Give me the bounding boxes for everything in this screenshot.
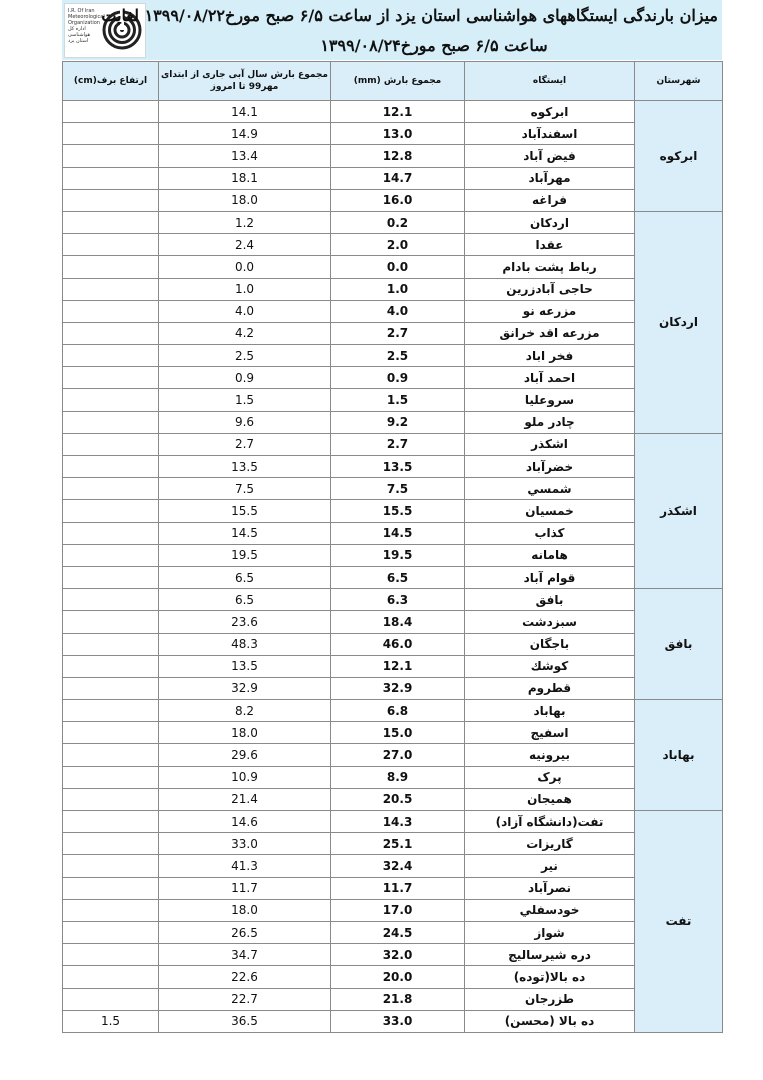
rainfall-mm-cell: 27.0	[331, 744, 465, 766]
season-total-cell: 10.9	[159, 766, 331, 788]
rainfall-mm-cell: 17.0	[331, 899, 465, 921]
station-name-cell: نصرآباد	[465, 877, 635, 899]
table-row	[63, 145, 723, 167]
season-total-cell: 32.9	[159, 677, 331, 699]
snow-depth-cell	[63, 833, 159, 855]
snow-depth-cell	[63, 256, 159, 278]
rainfall-mm-cell: 20.5	[331, 788, 465, 810]
rainfall-mm-cell: 6.8	[331, 700, 465, 722]
table-row	[63, 411, 723, 433]
rainfall-mm-cell: 2.0	[331, 234, 465, 256]
table-row	[63, 589, 723, 611]
logo-caption: I.R. Of Iran Meteorological Organization اداره کل هواشناسی استان یزد	[68, 8, 105, 44]
station-name-cell: بهاباد	[465, 700, 635, 722]
rainfall-mm-cell: 15.0	[331, 722, 465, 744]
station-name-cell: اشکذر	[465, 433, 635, 455]
station-name-cell: عقدا	[465, 234, 635, 256]
table-row	[63, 123, 723, 145]
snow-depth-cell	[63, 522, 159, 544]
rainfall-mm-cell: 13.0	[331, 123, 465, 145]
table-row	[63, 766, 723, 788]
station-name-cell: باجگان	[465, 633, 635, 655]
snow-depth-cell	[63, 921, 159, 943]
season-total-cell: 0.0	[159, 256, 331, 278]
rainfall-mm-cell: 14.7	[331, 167, 465, 189]
snow-depth-cell	[63, 655, 159, 677]
rainfall-mm-cell: 11.7	[331, 877, 465, 899]
county-name-cell: بافق	[635, 589, 723, 700]
season-total-cell: 0.9	[159, 367, 331, 389]
station-name-cell: سبزدشت	[465, 611, 635, 633]
table-row	[63, 566, 723, 588]
snow-depth-cell	[63, 544, 159, 566]
snow-depth-cell	[63, 611, 159, 633]
station-name-cell: بيرونيه	[465, 744, 635, 766]
table-row	[63, 700, 723, 722]
season-total-cell: 18.0	[159, 722, 331, 744]
table-row	[63, 744, 723, 766]
snow-depth-cell	[63, 411, 159, 433]
station-name-cell: فخر اباد	[465, 345, 635, 367]
table-row	[63, 234, 723, 256]
county-name-cell: اردکان	[635, 211, 723, 433]
snow-depth-cell	[63, 722, 159, 744]
station-name-cell: احمد آباد	[465, 367, 635, 389]
season-total-cell: 13.4	[159, 145, 331, 167]
table-row	[63, 899, 723, 921]
season-total-cell: 13.5	[159, 456, 331, 478]
column-header-rainfall-mm: مجموع بارش (mm)	[331, 62, 465, 101]
snow-depth-cell	[63, 322, 159, 344]
table-row	[63, 655, 723, 677]
season-total-cell: 2.7	[159, 433, 331, 455]
season-total-cell: 18.0	[159, 189, 331, 211]
station-name-cell: ابرکوه	[465, 101, 635, 123]
season-total-cell: 14.5	[159, 522, 331, 544]
rainfall-mm-cell: 12.1	[331, 101, 465, 123]
snow-depth-cell	[63, 189, 159, 211]
station-name-cell: قطروم	[465, 677, 635, 699]
snow-depth-cell	[63, 766, 159, 788]
rainfall-mm-cell: 18.4	[331, 611, 465, 633]
table-row	[63, 322, 723, 344]
snow-depth-cell	[63, 145, 159, 167]
rainfall-mm-cell: 12.8	[331, 145, 465, 167]
rainfall-mm-cell: 0.2	[331, 211, 465, 233]
snow-depth-cell	[63, 433, 159, 455]
table-row	[63, 544, 723, 566]
table-row	[63, 345, 723, 367]
season-total-cell: 9.6	[159, 411, 331, 433]
station-name-cell: نیر	[465, 855, 635, 877]
snow-depth-cell	[63, 788, 159, 810]
station-name-cell: پرک	[465, 766, 635, 788]
rainfall-mm-cell: 13.5	[331, 456, 465, 478]
season-total-cell: 1.2	[159, 211, 331, 233]
snow-depth-cell	[63, 278, 159, 300]
season-total-cell: 18.0	[159, 899, 331, 921]
snow-depth-cell	[63, 300, 159, 322]
station-name-cell: هامانه	[465, 544, 635, 566]
season-total-cell: 1.5	[159, 389, 331, 411]
station-name-cell: قوام آباد	[465, 566, 635, 588]
station-name-cell: اسفیج	[465, 722, 635, 744]
column-header-station: ایستگاه	[465, 62, 635, 101]
rainfall-mm-cell: 32.4	[331, 855, 465, 877]
station-name-cell: کوشك	[465, 655, 635, 677]
county-name-cell: اشکذر	[635, 433, 723, 588]
column-header-snow: ارتفاع برف(cm)	[63, 62, 159, 101]
season-total-cell: 18.1	[159, 167, 331, 189]
station-name-cell: خودسفلي	[465, 899, 635, 921]
rainfall-mm-cell: 15.5	[331, 500, 465, 522]
snow-depth-cell	[63, 589, 159, 611]
table-row	[63, 944, 723, 966]
table-row	[63, 211, 723, 233]
table-row	[63, 433, 723, 455]
station-name-cell: سروعليا	[465, 389, 635, 411]
table-row	[63, 677, 723, 699]
station-name-cell: مهرآباد	[465, 167, 635, 189]
season-total-cell: 33.0	[159, 833, 331, 855]
table-row	[63, 788, 723, 810]
station-name-cell: اردکان	[465, 211, 635, 233]
station-name-cell: شواز	[465, 921, 635, 943]
table-row	[63, 921, 723, 943]
table-row	[63, 478, 723, 500]
rainfall-mm-cell: 7.5	[331, 478, 465, 500]
table-row	[63, 256, 723, 278]
rainfall-mm-cell: 1.0	[331, 278, 465, 300]
table-row	[63, 611, 723, 633]
season-total-cell: 14.9	[159, 123, 331, 145]
snow-depth-cell	[63, 633, 159, 655]
station-name-cell: بافق	[465, 589, 635, 611]
snow-depth-cell	[63, 966, 159, 988]
season-total-cell: 22.6	[159, 966, 331, 988]
table-row	[63, 833, 723, 855]
rainfall-mm-cell: 25.1	[331, 833, 465, 855]
snow-depth-cell	[63, 988, 159, 1010]
station-name-cell: چادر ملو	[465, 411, 635, 433]
station-name-cell: مزرعه نو	[465, 300, 635, 322]
rainfall-mm-cell: 32.9	[331, 677, 465, 699]
season-total-cell: 14.6	[159, 811, 331, 833]
table-row	[63, 966, 723, 988]
snow-depth-cell	[63, 744, 159, 766]
rainfall-mm-cell: 0.0	[331, 256, 465, 278]
rainfall-table	[62, 61, 723, 1033]
rainfall-mm-cell: 2.7	[331, 433, 465, 455]
snow-depth-cell	[63, 700, 159, 722]
snow-depth-cell	[63, 566, 159, 588]
season-total-cell: 1.0	[159, 278, 331, 300]
rainfall-mm-cell: 33.0	[331, 1010, 465, 1032]
season-total-cell: 7.5	[159, 478, 331, 500]
report-title-line-2: ساعت ۶/۵ صبح مورخ۱۳۹۹/۰۸/۲۴	[320, 36, 548, 55]
table-row	[63, 101, 723, 123]
table-row	[63, 189, 723, 211]
season-total-cell: 34.7	[159, 944, 331, 966]
table-row	[63, 1010, 723, 1032]
snow-depth-cell	[63, 167, 159, 189]
season-total-cell: 8.2	[159, 700, 331, 722]
station-name-cell: شمسي	[465, 478, 635, 500]
column-header-season-total: مجموع بارش سال آبی جاری از ابتدای مهر99 تا امروز	[159, 62, 331, 101]
rainfall-mm-cell: 0.9	[331, 367, 465, 389]
rainfall-mm-cell: 19.5	[331, 544, 465, 566]
season-total-cell: 29.6	[159, 744, 331, 766]
table-row	[63, 300, 723, 322]
snow-depth-cell	[63, 101, 159, 123]
station-name-cell: گاريزات	[465, 833, 635, 855]
table-row	[63, 522, 723, 544]
station-name-cell: فیض آباد	[465, 145, 635, 167]
table-row	[63, 722, 723, 744]
snow-depth-cell	[63, 899, 159, 921]
rainfall-mm-cell: 4.0	[331, 300, 465, 322]
season-total-cell: 14.1	[159, 101, 331, 123]
season-total-cell: 21.4	[159, 788, 331, 810]
season-total-cell: 6.5	[159, 589, 331, 611]
snow-depth-cell	[63, 211, 159, 233]
station-name-cell: ده بالا (محسن)	[465, 1010, 635, 1032]
snow-depth-cell	[63, 677, 159, 699]
rainfall-mm-cell: 2.5	[331, 345, 465, 367]
snow-depth-cell	[63, 478, 159, 500]
table-row	[63, 811, 723, 833]
season-total-cell: 2.5	[159, 345, 331, 367]
report-title-line-1: میزان بارندگی ایستگاههای هواشناسی استان یزد از ساعت ۶/۵ صبح مورخ۱۳۹۹/۰۸/۲۲ لغایت	[101, 6, 718, 25]
table-header-row	[63, 62, 723, 101]
station-name-cell: مزرعه اقد خرانق	[465, 322, 635, 344]
rainfall-mm-cell: 24.5	[331, 921, 465, 943]
column-header-county: شهرستان	[635, 62, 723, 101]
rainfall-mm-cell: 1.5	[331, 389, 465, 411]
rainfall-mm-cell: 9.2	[331, 411, 465, 433]
table-row	[63, 855, 723, 877]
station-name-cell: کذاب	[465, 522, 635, 544]
station-name-cell: حاجی آبادزرین	[465, 278, 635, 300]
rainfall-mm-cell: 14.5	[331, 522, 465, 544]
snow-depth-cell	[63, 944, 159, 966]
snow-depth-cell	[63, 234, 159, 256]
snow-depth-cell	[63, 855, 159, 877]
station-name-cell: همیجان	[465, 788, 635, 810]
snow-depth-cell	[63, 877, 159, 899]
county-name-cell: بهاباد	[635, 700, 723, 811]
rainfall-mm-cell: 16.0	[331, 189, 465, 211]
table-row	[63, 877, 723, 899]
station-name-cell: دره شیرسالیج	[465, 944, 635, 966]
snow-depth-cell	[63, 456, 159, 478]
season-total-cell: 22.7	[159, 988, 331, 1010]
rainfall-mm-cell: 8.9	[331, 766, 465, 788]
station-name-cell: طزرجان	[465, 988, 635, 1010]
station-name-cell: خمسیان	[465, 500, 635, 522]
table-row	[63, 389, 723, 411]
table-row	[63, 633, 723, 655]
season-total-cell: 41.3	[159, 855, 331, 877]
snow-depth-cell	[63, 123, 159, 145]
season-total-cell: 2.4	[159, 234, 331, 256]
season-total-cell: 48.3	[159, 633, 331, 655]
rainfall-mm-cell: 12.1	[331, 655, 465, 677]
season-total-cell: 15.5	[159, 500, 331, 522]
rainfall-mm-cell: 6.5	[331, 566, 465, 588]
rainfall-mm-cell: 21.8	[331, 988, 465, 1010]
rainfall-mm-cell: 2.7	[331, 322, 465, 344]
rainfall-mm-cell: 46.0	[331, 633, 465, 655]
table-row	[63, 367, 723, 389]
season-total-cell: 26.5	[159, 921, 331, 943]
table-row	[63, 500, 723, 522]
snow-depth-cell	[63, 811, 159, 833]
season-total-cell: 36.5	[159, 1010, 331, 1032]
season-total-cell: 6.5	[159, 566, 331, 588]
snow-depth-cell	[63, 500, 159, 522]
station-name-cell: ده بالا(توده)	[465, 966, 635, 988]
season-total-cell: 11.7	[159, 877, 331, 899]
station-name-cell: فراغه	[465, 189, 635, 211]
season-total-cell: 4.0	[159, 300, 331, 322]
season-total-cell: 4.2	[159, 322, 331, 344]
rainfall-mm-cell: 14.3	[331, 811, 465, 833]
table-row	[63, 278, 723, 300]
season-total-cell: 23.6	[159, 611, 331, 633]
season-total-cell: 13.5	[159, 655, 331, 677]
table-row	[63, 167, 723, 189]
snow-depth-cell	[63, 345, 159, 367]
county-name-cell: ابرکوه	[635, 101, 723, 212]
season-total-cell: 19.5	[159, 544, 331, 566]
snow-depth-cell	[63, 367, 159, 389]
station-name-cell: تفت(دانشگاه آزاد)	[465, 811, 635, 833]
table-row	[63, 456, 723, 478]
rainfall-mm-cell: 32.0	[331, 944, 465, 966]
rainfall-mm-cell: 6.3	[331, 589, 465, 611]
county-name-cell: تفت	[635, 811, 723, 1033]
snow-depth-cell	[63, 389, 159, 411]
rainfall-mm-cell: 20.0	[331, 966, 465, 988]
table-row	[63, 988, 723, 1010]
station-name-cell: خضرآباد	[465, 456, 635, 478]
snow-depth-cell: 1.5	[63, 1010, 159, 1032]
station-name-cell: رباط پشت بادام	[465, 256, 635, 278]
station-name-cell: اسفندآباد	[465, 123, 635, 145]
